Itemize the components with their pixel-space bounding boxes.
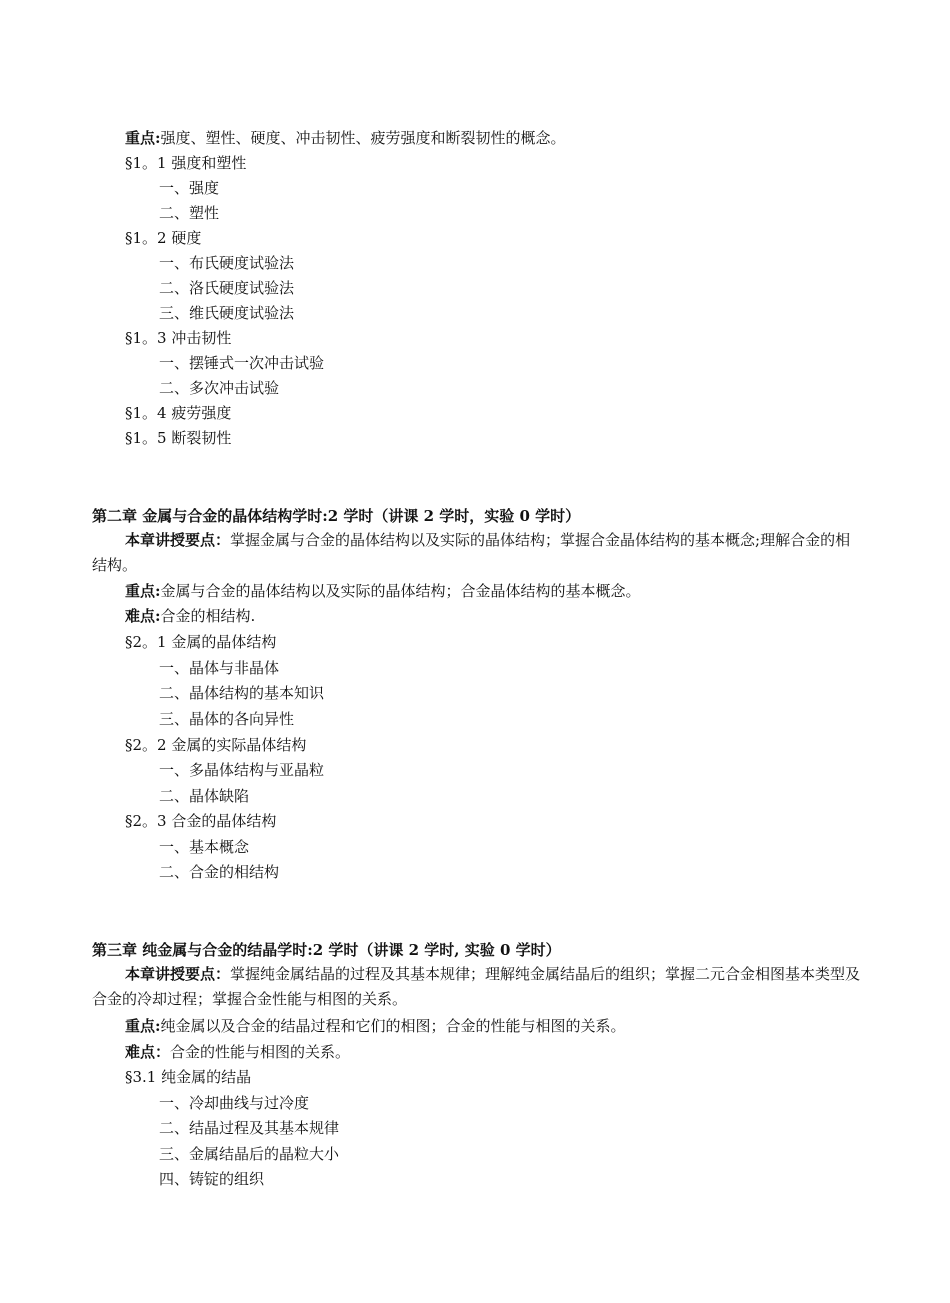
key-points-text: 金属与合金的晶体结构以及实际的晶体结构；合金晶体结构的基本概念。 xyxy=(160,582,641,600)
section-heading: §3.1 纯金属的结晶 xyxy=(125,1068,252,1086)
key-points-label: 重点: xyxy=(125,129,161,147)
subsection-item: 三、金属结晶后的晶粒大小 xyxy=(159,1145,340,1163)
subsection-item: 一、基本概念 xyxy=(159,838,250,856)
subsection-item: 二、晶体缺陷 xyxy=(159,787,250,805)
difficult-points-text: 合金的性能与相图的关系。 xyxy=(170,1043,351,1061)
subsection-item: 一、多晶体结构与亚晶粒 xyxy=(159,761,325,779)
main-points-label: 本章讲授要点： xyxy=(125,965,231,983)
subsection-item: 一、摆锤式一次冲击试验 xyxy=(159,354,325,372)
chapter-main-points xyxy=(92,528,862,578)
section-heading: §1。3 冲击韧性 xyxy=(125,329,232,347)
section-heading: §1。2 硬度 xyxy=(125,229,202,247)
subsection-item: 一、布氏硬度试验法 xyxy=(159,254,295,272)
chapter-title: 第三章 纯金属与合金的结晶学时:2 学时（讲课 2 学时, 实验 0 学时） xyxy=(92,941,561,959)
key-points-line xyxy=(125,128,566,148)
section-heading: §1。4 疲劳强度 xyxy=(125,404,232,422)
subsection-item: 三、晶体的各向异性 xyxy=(159,710,295,728)
main-points-text: 掌握金属与合金的晶体结构以及实际的晶体结构；掌握合金晶体结构的基本概念;理解合金的相结构。 xyxy=(92,531,851,574)
section-heading: §1。1 强度和塑性 xyxy=(125,154,247,172)
subsection-item: 一、强度 xyxy=(159,179,220,197)
subsection-item: 四、铸锭的组织 xyxy=(159,1170,265,1188)
section-heading: §1。5 断裂韧性 xyxy=(125,429,232,447)
key-points-line xyxy=(125,1016,626,1036)
key-points-line xyxy=(125,581,641,601)
subsection-item: 二、塑性 xyxy=(159,204,220,222)
difficult-points-label: 难点: xyxy=(125,607,161,625)
section-heading: §2。2 金属的实际晶体结构 xyxy=(125,736,307,754)
subsection-item: 二、合金的相结构 xyxy=(159,863,280,881)
subsection-item: 三、维氏硬度试验法 xyxy=(159,304,295,322)
subsection-item: 二、结晶过程及其基本规律 xyxy=(159,1119,340,1137)
key-points-label: 重点: xyxy=(125,582,161,600)
subsection-item: 一、冷却曲线与过冷度 xyxy=(159,1094,310,1112)
chapter-main-points xyxy=(92,962,862,1012)
subsection-item: 二、洛氏硬度试验法 xyxy=(159,279,295,297)
subsection-item: 一、晶体与非晶体 xyxy=(159,659,280,677)
main-points-label: 本章讲授要点： xyxy=(125,531,231,549)
difficult-points-line xyxy=(125,606,255,626)
main-points-text: 掌握纯金属结晶的过程及其基本规律；理解纯金属结晶后的组织；掌握二元合金相图基本类型及合金的冷却过程；掌握合金性能与相图的关系。 xyxy=(92,965,861,1008)
section-heading: §2。1 金属的晶体结构 xyxy=(125,633,277,651)
section-heading: §2。3 合金的晶体结构 xyxy=(125,812,277,830)
difficult-points-line xyxy=(125,1042,350,1062)
chapter-title: 第二章 金属与合金的晶体结构学时:2 学时（讲课 2 学时，实验 0 学时） xyxy=(92,507,581,525)
key-points-text: 纯金属以及合金的结晶过程和它们的相图；合金的性能与相图的关系。 xyxy=(160,1017,626,1035)
key-points-text: 强度、塑性、硬度、冲击韧性、疲劳强度和断裂韧性的概念。 xyxy=(160,129,566,147)
subsection-item: 二、晶体结构的基本知识 xyxy=(159,684,325,702)
subsection-item: 二、多次冲击试验 xyxy=(159,379,280,397)
difficult-points-label: 难点： xyxy=(125,1043,171,1061)
key-points-label: 重点: xyxy=(125,1017,161,1035)
difficult-points-text: 合金的相结构. xyxy=(160,607,256,625)
